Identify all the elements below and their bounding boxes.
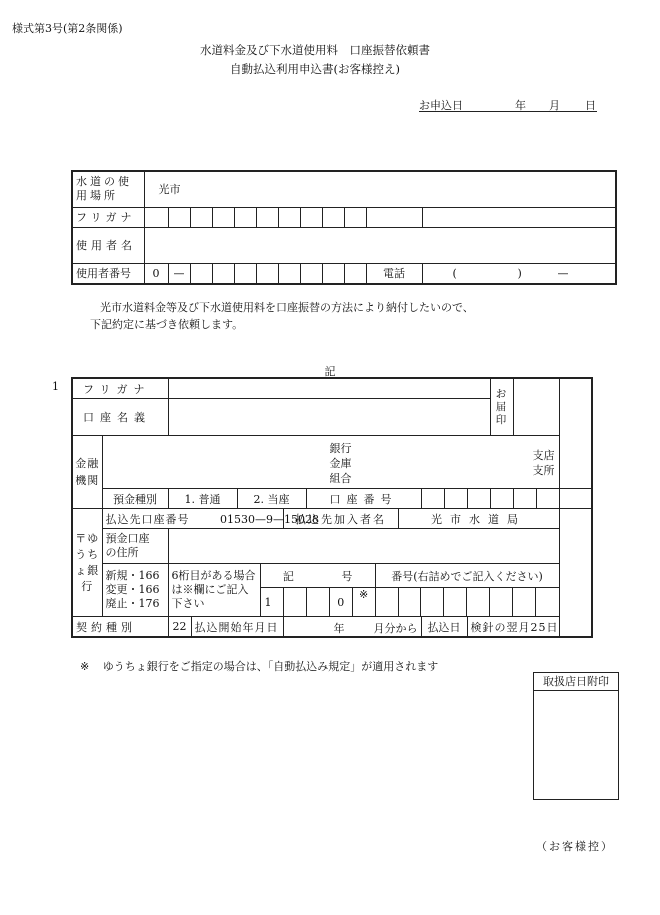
contract-type-label: 契約種別 (72, 617, 168, 638)
seal-box[interactable] (513, 378, 559, 436)
bank-furigana-field[interactable] (168, 378, 490, 399)
yucho-number-grid (260, 564, 559, 617)
date-month-label: 月 (549, 99, 560, 112)
bank-furigana-label: フリガナ (72, 378, 168, 399)
account-number-digit[interactable] (444, 489, 467, 509)
section-number: 1 (52, 380, 59, 393)
user-number-digit[interactable] (256, 263, 278, 284)
user-number-digit[interactable] (234, 263, 256, 284)
furigana-cell[interactable] (322, 207, 344, 227)
subscriber-label: 払込先加入者名 (283, 509, 398, 529)
furigana-cell[interactable] (190, 207, 212, 227)
user-name-label: 使用者名 (72, 227, 144, 263)
deposit-option-current[interactable]: 2. 当座 (237, 489, 306, 509)
number-digit[interactable] (375, 588, 398, 616)
code-cancel: 廃止・176 (105, 597, 160, 610)
furigana-cell[interactable] (422, 207, 616, 227)
number-digit[interactable] (421, 588, 444, 616)
customer-copy-label: （お客様控） (536, 840, 614, 853)
phone-open-paren: ( (452, 266, 457, 280)
deposit-address-field[interactable] (168, 529, 559, 564)
number-digit[interactable] (398, 588, 421, 616)
ki-digit-zero: 0 (329, 588, 352, 616)
furigana-cell[interactable] (300, 207, 322, 227)
account-number-digit[interactable] (559, 489, 592, 509)
ki-go-header (261, 564, 376, 588)
application-date[interactable] (419, 97, 597, 112)
phone-label: 電話 (366, 263, 422, 284)
bank-type-shinkin: 金庫 (329, 457, 352, 470)
transfer-account-label-cell (102, 509, 319, 529)
ki-label: 記 (282, 569, 294, 583)
user-number-digit[interactable] (212, 263, 234, 284)
ki-digit-fixed: 1 (261, 588, 284, 616)
user-number-digit[interactable] (300, 263, 322, 284)
sixth-digit-note: 6桁目がある場合は※欄にご記入下さい (168, 564, 260, 617)
ki-digit[interactable] (306, 588, 329, 616)
form-number: 様式第3号(第2条関係) (12, 22, 123, 35)
date-year-label: 年 (515, 99, 526, 112)
bank-type-bank: 銀行 (329, 442, 352, 455)
bank-type-kumiai: 組合 (329, 472, 352, 485)
phone-dash: — (557, 266, 569, 280)
furigana-cell[interactable] (234, 207, 256, 227)
user-number-dash: — (168, 263, 190, 284)
date-day-label: 日 (585, 99, 596, 112)
furigana-label: フリガナ (72, 207, 144, 227)
notice-line-1: 光市水道料金等及び下水道使用料を口座振替の方法により納付したいので、 (100, 301, 474, 314)
account-number-digit[interactable] (513, 489, 536, 509)
water-location-label: 水道の使用場所 (72, 171, 144, 207)
start-date-label: 払込開始年月日 (191, 617, 283, 638)
usage-info-table (71, 170, 617, 285)
asterisk-cell[interactable]: ※ (352, 588, 375, 616)
notice-line-2: 下記約定に基づき依頼します。 (90, 318, 244, 331)
branch-type-office: 支所 (532, 464, 555, 477)
ki-digit[interactable] (283, 588, 306, 616)
user-number-digit[interactable] (322, 263, 344, 284)
furigana-cell[interactable] (278, 207, 300, 227)
transfer-account-value: 01530—9—15028 (220, 512, 319, 526)
furigana-cell[interactable] (144, 207, 168, 227)
number-digit[interactable] (467, 588, 490, 616)
number-digit[interactable] (513, 588, 536, 616)
go-label: 号 (341, 569, 353, 583)
number-header: 番号(右詰めでご記入ください) (375, 564, 558, 588)
phone-close-paren: ) (517, 266, 522, 280)
start-date-field[interactable] (283, 617, 421, 638)
footnote-mark: ※ (80, 660, 90, 673)
yucho-codes (102, 564, 168, 617)
account-number-digit[interactable] (467, 489, 490, 509)
furigana-cell[interactable] (168, 207, 190, 227)
deposit-address-label: 預金口座 の住所 (102, 529, 168, 564)
furigana-cell[interactable] (256, 207, 278, 227)
start-year-label: 年 (333, 622, 345, 635)
user-name-field[interactable] (144, 227, 616, 263)
furigana-cell[interactable] (212, 207, 234, 227)
deposit-type-label: 預金種別 (102, 489, 168, 509)
furigana-cell[interactable] (344, 207, 366, 227)
institution-name-field[interactable] (102, 436, 559, 489)
yucho-bank-label: 〒ゆうちょ銀行 (72, 509, 102, 617)
user-number-digit[interactable] (278, 263, 300, 284)
account-number-digit[interactable] (490, 489, 513, 509)
account-number-digit[interactable] (421, 489, 444, 509)
bank-info-table (71, 377, 593, 638)
code-new: 新規・166 (105, 569, 160, 582)
payment-day-label: 払込日 (421, 617, 467, 638)
phone-field[interactable] (422, 263, 616, 284)
user-number-label: 使用者番号 (72, 263, 144, 284)
subscriber-value: 光市水道局 (398, 509, 559, 529)
payment-day-value: 検針の翌月25日 (467, 617, 559, 638)
application-date-label: お申込日 (419, 99, 463, 112)
date-stamp-box[interactable] (533, 672, 619, 800)
account-number-label: 口座番号 (306, 489, 421, 509)
furigana-cell[interactable] (366, 207, 422, 227)
date-stamp-label: 取扱店日附印 (534, 673, 618, 691)
footnote-text: ゆうちょ銀行をご指定の場合は、「自動払込み規定」が適用されます (102, 660, 439, 673)
footnote (80, 658, 438, 674)
financial-institution-label: 金融機関 (72, 436, 102, 509)
contract-type-value: 22 (168, 617, 191, 638)
account-name-label: 口座名義 (72, 399, 168, 436)
user-number-digit[interactable] (344, 263, 366, 284)
code-change: 変更・166 (105, 583, 160, 596)
seal-label: お届印 (490, 378, 513, 436)
account-name-field[interactable] (168, 399, 490, 436)
deposit-option-ordinary[interactable]: 1. 普通 (168, 489, 237, 509)
document-subtitle: 自動払込利用申込書(お客様控え) (230, 62, 400, 76)
start-month-label: 月分から (373, 622, 418, 635)
transfer-account-label: 払込先口座番号 (105, 512, 190, 526)
branch-type-branch: 支店 (532, 449, 555, 462)
user-number-prefix: 0 (144, 263, 168, 284)
document-title: 水道料金及び下水道使用料 口座振替依頼書 (200, 43, 430, 57)
number-digit[interactable] (490, 588, 513, 616)
user-number-digit[interactable] (190, 263, 212, 284)
number-digit[interactable] (444, 588, 467, 616)
account-number-digit[interactable] (536, 489, 559, 509)
ki-heading: 記 (324, 365, 336, 378)
number-digit[interactable] (536, 588, 559, 616)
water-location-field[interactable]: 光市 (144, 171, 616, 207)
